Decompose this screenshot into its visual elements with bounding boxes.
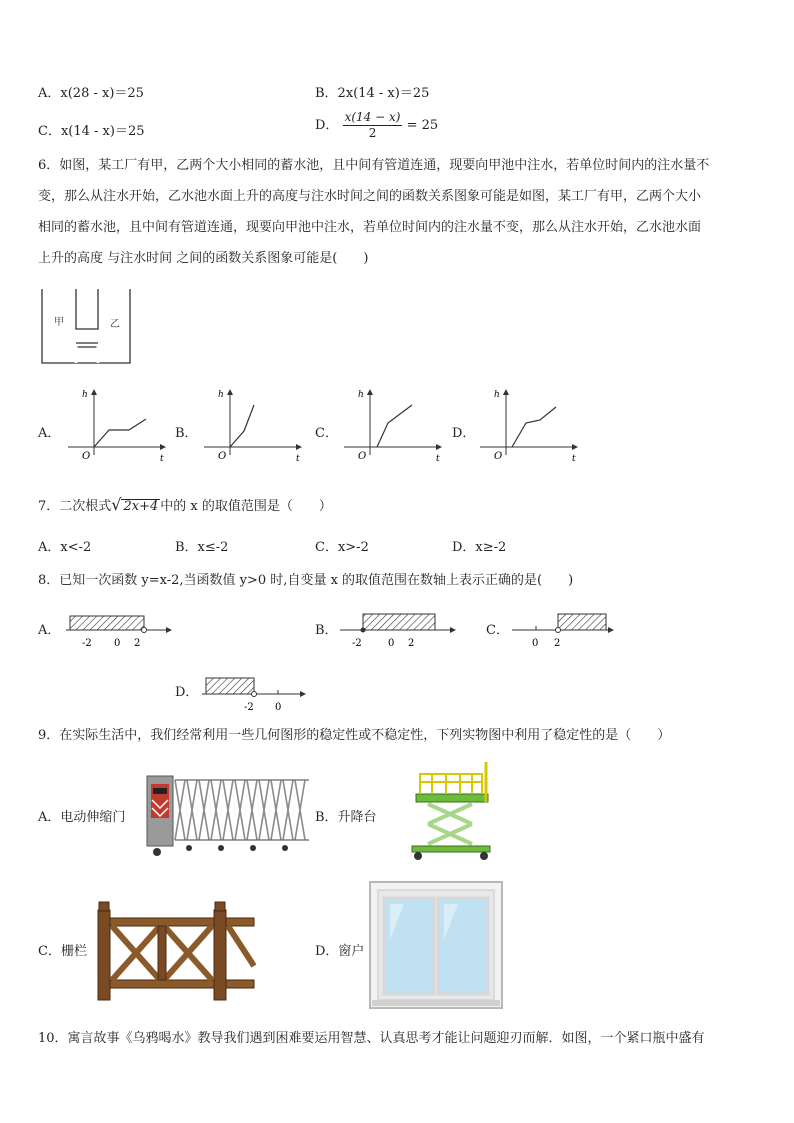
gate-lattice [175,780,309,840]
graph-d-h-label: h [494,390,500,400]
q6-graph-c [340,385,450,467]
radical-sign: √ [111,495,122,514]
pipe-walls [76,343,98,363]
q7-stem [38,494,763,518]
q8-b-tick-0: 0 [388,638,395,649]
graph-b-curve [230,405,254,447]
q5-option-d-rhs: = 25 [406,118,439,133]
q8-c-tick-0: 0 [532,638,539,649]
q10-stem: 10．寓言故事《乌鸦喝水》教导我们遇到困难要运用智慧、认真思考才能让问题迎刃而解．如图，一个紧口瓶中盛有 [38,1031,705,1046]
q5-option-d-numerator: x(14 − x) [344,110,401,124]
q8-a-tick-2: 2 [134,638,141,649]
graph-c-o-label: O [358,451,367,462]
q8-a-tick-m2: -2 [82,638,92,649]
q5-option-b: B．2x(14 - x)＝25 [315,86,430,101]
q8-d-tick-0: 0 [275,702,282,713]
lift-scissor-arms [428,804,472,844]
graph-a-h-label: h [82,390,88,400]
lift-wheels [414,852,488,860]
q8-numberline-c [510,606,620,650]
q8-b-tick-m2: -2 [352,638,362,649]
q9-option-c-label: C．栅栏 [38,944,87,959]
graph-b-h-label: h [218,390,224,400]
lift-guardrail [420,774,482,794]
q8-numberline-b [338,606,463,650]
q6-stem-line4: 上升的高度 与注水时间 之间的函数关系图象可能是( ) [38,251,369,266]
q8-stem: 8．已知一次函数 y=x-2,当函数值 y>0 时,自变量 x 的取值范围在数轴上表示正确的是( ) [38,573,574,588]
q9-option-b-label: B．升降台 [315,810,377,825]
q8-a-open-point [142,628,147,633]
fence-center-post [158,926,166,980]
graph-b-o-label: O [218,451,227,462]
lift-platform-image [402,758,498,864]
q8-a-shaded-region [70,616,144,630]
q5-option-d-fraction [343,110,403,141]
q8-option-b-label: B． [315,623,338,638]
q5-option-a: A．x(28 - x)＝25 [38,86,144,101]
q9-option-a-label: A．电动伸缩门 [38,810,126,825]
gate-wheels [153,845,288,856]
graph-a-t-label: t [160,454,164,464]
q8-d-tick-m2: -2 [244,702,254,713]
graph-c-curve [377,405,412,447]
retractable-gate-image [143,770,315,860]
q8-c-shaded-region [558,614,606,630]
graph-b-t-label: t [296,454,300,464]
q6-graph-a [64,385,174,467]
q8-option-c-label: C． [486,623,509,638]
q6-option-b-label: B． [175,426,198,441]
q8-a-tick-0: 0 [114,638,121,649]
q8-option-d-label: D． [175,685,199,700]
q8-numberline-a [62,608,177,652]
q6-stem-line1: 6．如图，某工厂有甲，乙两个大小相同的蓄水池，且中间有管道连通，现要向甲池中注水，若单位时间内的注水量不 [38,158,710,173]
q5-option-c: C．x(14 - x)＝25 [38,124,145,139]
q6-option-c-label: C． [315,426,338,441]
q8-d-shaded-region [206,678,254,694]
lift-base [412,846,490,852]
q5-option-d-label: D． [315,118,339,133]
q6-option-d-label: D． [452,426,476,441]
window-sill [372,1000,500,1006]
wooden-fence-image [90,896,256,1002]
q6-stem-line2: 变，那么从注水开始，乙水池水面上升的高度与注水时间之间的函数关系图象可能是如图，某工厂有甲，乙两个大小 [38,189,702,204]
q8-b-tick-2: 2 [408,638,415,649]
q8-d-open-point [252,692,257,697]
q7-option-c: C．x>-2 [315,540,369,555]
lift-top-deck [416,794,488,802]
graph-a-o-label: O [82,451,91,462]
fence-cross-braces [112,926,254,980]
q8-option-a-label: A． [38,623,61,638]
q7-stem-post: 中的 x 的取值范围是（ ） [160,499,332,514]
q8-b-solid-point [361,628,366,633]
q9-option-d-label: D．窗户 [315,944,365,959]
window-image [368,880,504,1010]
q5-option-d [315,110,438,141]
q6-graph-d [476,385,586,467]
graph-c-t-label: t [436,454,440,464]
graph-d-curve [512,407,556,447]
q8-c-open-point [556,628,561,633]
q7-stem-pre: 7．二次根式 [38,499,112,514]
q9-stem: 9．在实际生活中，我们经常利用一些几何图形的稳定性或不稳定性，下列实物图中利用了稳定性的是（ ） [38,728,671,743]
tank-diagram [36,285,136,365]
q7-radicand: 2x+4 [123,499,159,514]
graph-d-o-label: O [494,451,503,462]
q8-numberline-d [200,670,312,714]
tank-right-label: 乙 [110,319,120,330]
graph-c-h-label: h [358,390,364,400]
q8-b-shaded-region [363,614,435,630]
q6-graph-b [200,385,310,467]
tank-left-label: 甲 [54,317,64,328]
gate-cabinet-sign [153,788,167,794]
q6-stem-line3: 相同的蓄水池，且中间有管道连通，现要向甲池中注水，若单位时间内的注水量不变，那么从注水开始，乙水池水面 [38,220,702,235]
q7-option-d: D．x≥-2 [452,540,507,555]
q6-option-a-label: A． [38,426,61,441]
q8-c-tick-2: 2 [554,638,561,649]
graph-d-t-label: t [572,454,576,464]
q5-option-d-denominator: 2 [368,126,377,140]
q7-option-b: B．x≤-2 [175,540,229,555]
q7-option-a: A．x<-2 [38,540,92,555]
graph-a-curve [94,419,146,447]
